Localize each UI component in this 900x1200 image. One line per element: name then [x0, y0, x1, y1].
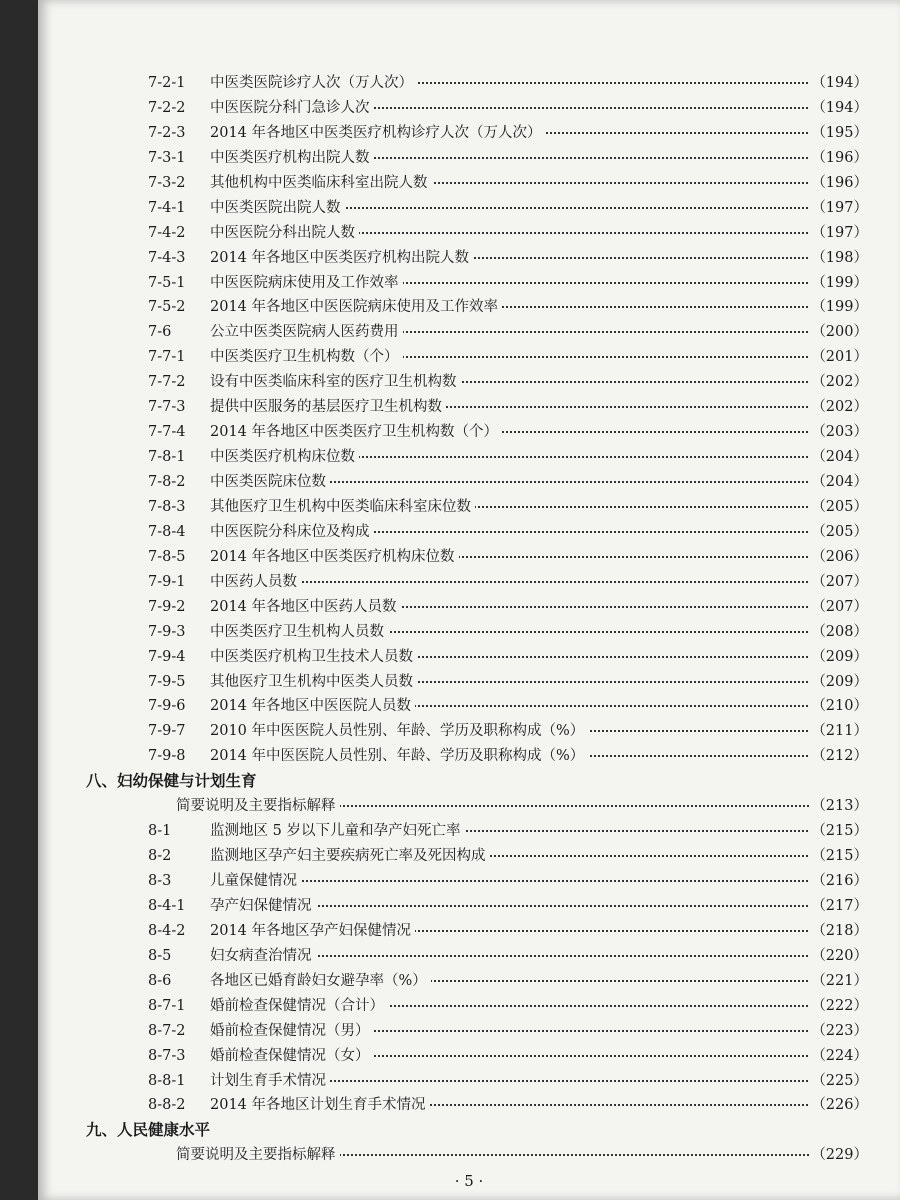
entry-title: 2014 年中医医院人员性别、年龄、学历及职称构成（%）: [210, 744, 588, 769]
entry-title: 中医医院分科床位及构成: [210, 520, 374, 545]
entry-code: 7-4-2: [148, 221, 189, 246]
entry-title: 2014 年各地区中医类医疗机构出院人数: [210, 246, 473, 271]
entry-title: 监测地区孕产妇主要疾病死亡率及死因构成: [210, 844, 490, 869]
entry-title: 其他医疗卫生机构中医类临床科室床位数: [210, 495, 475, 520]
toc-entry[interactable]: [86, 570, 868, 595]
entry-code: 8-4-2: [148, 919, 189, 944]
toc-entry[interactable]: [86, 694, 868, 719]
entry-code: 7-2-1: [148, 71, 189, 96]
section-title: 八、妇幼保健与计划生育: [86, 769, 261, 794]
entry-page-number: （197）: [809, 196, 868, 221]
entry-code: 8-2: [148, 844, 175, 869]
toc-entry[interactable]: [86, 545, 868, 570]
section-heading: [86, 769, 868, 794]
entry-page-number: （217）: [809, 894, 868, 919]
entry-title: 中医药人员数: [210, 570, 301, 595]
entry-code: 8-8-2: [148, 1093, 189, 1118]
entry-code: 7-8-1: [148, 445, 189, 470]
toc-entry[interactable]: [86, 171, 868, 196]
entry-page-number: （207）: [809, 595, 868, 620]
toc-entry[interactable]: [86, 295, 868, 320]
toc-entry[interactable]: [86, 595, 868, 620]
entry-title: 中医类医院出院人数: [210, 196, 345, 221]
entry-title: 简要说明及主要指标解释: [176, 794, 340, 819]
page-number: · 5 ·: [454, 1172, 484, 1190]
entry-code: 7-3-2: [148, 171, 189, 196]
entry-page-number: （204）: [809, 470, 868, 495]
entry-title: 2014 年各地区中医医院人员数: [210, 694, 415, 719]
toc-entry[interactable]: [86, 196, 868, 221]
entry-page-number: （198）: [809, 246, 868, 271]
entry-page-number: （213）: [809, 794, 868, 819]
entry-page-number: （194）: [809, 96, 868, 121]
entry-title: 2014 年各地区中医药人员数: [210, 595, 401, 620]
entry-page-number: （226）: [809, 1093, 868, 1118]
dot-leader: [210, 581, 820, 583]
entry-code: 8-3: [148, 869, 175, 894]
entry-code: 8-7-1: [148, 994, 189, 1019]
toc-entry[interactable]: [86, 919, 868, 944]
section-title: 九、人民健康水平: [86, 1118, 214, 1143]
entry-page-number: （204）: [809, 445, 868, 470]
entry-title: 公立中医类医院病人医药费用: [210, 320, 403, 345]
entry-title: 婚前检查保健情况（男）: [210, 1019, 374, 1044]
table-of-contents: [86, 71, 868, 1168]
entry-title: 中医医院分科门急诊人次: [210, 96, 374, 121]
toc-entry[interactable]: [86, 395, 868, 420]
entry-code: 8-6: [148, 969, 175, 994]
entry-page-number: （211）: [809, 719, 868, 744]
entry-title: 2014 年各地区计划生育手术情况: [210, 1093, 430, 1118]
entry-code: 7-9-1: [148, 570, 189, 595]
entry-page-number: （209）: [809, 670, 868, 695]
entry-page-number: （205）: [809, 520, 868, 545]
toc-entry[interactable]: [86, 1019, 868, 1044]
toc-entry[interactable]: [86, 994, 868, 1019]
toc-entry[interactable]: [86, 420, 868, 445]
entry-title: 婚前检查保健情况（女）: [210, 1044, 374, 1069]
entry-title: 2014 年各地区孕产妇保健情况: [210, 919, 415, 944]
entry-page-number: （205）: [809, 495, 868, 520]
toc-entry[interactable]: [86, 345, 868, 370]
entry-page-number: （194）: [809, 71, 868, 96]
entry-code: 7-9-4: [148, 645, 189, 670]
entry-title: 中医类医疗机构卫生技术人员数: [210, 645, 417, 670]
entry-code: 7-8-5: [148, 545, 189, 570]
dot-leader: [210, 880, 820, 882]
entry-page-number: （200）: [809, 320, 868, 345]
toc-entry[interactable]: [86, 221, 868, 246]
entry-title: 监测地区 5 岁以下儿童和孕产妇死亡率: [210, 819, 464, 844]
entry-title: 中医医院病床使用及工作效率: [210, 271, 403, 296]
toc-entry[interactable]: [86, 969, 868, 994]
entry-title: 提供中医服务的基层医疗卫生机构数: [210, 395, 446, 420]
entry-page-number: （215）: [809, 844, 868, 869]
toc-entry[interactable]: [86, 495, 868, 520]
toc-entry[interactable]: [86, 719, 868, 744]
entry-page-number: （216）: [809, 869, 868, 894]
entry-title: 计划生育手术情况: [210, 1069, 330, 1094]
entry-page-number: （207）: [809, 570, 868, 595]
entry-title: 中医类医疗机构出院人数: [210, 146, 374, 171]
entry-title: 中医类医疗机构床位数: [210, 445, 359, 470]
section-heading: [86, 1118, 868, 1143]
entry-page-number: （220）: [809, 944, 868, 969]
entry-code: 7-8-4: [148, 520, 189, 545]
entry-page-number: （202）: [809, 395, 868, 420]
entry-title: 其他机构中医类临床科室出院人数: [210, 171, 432, 196]
toc-entry[interactable]: [86, 121, 868, 146]
entry-code: 7-8-2: [148, 470, 189, 495]
toc-entry[interactable]: [86, 670, 868, 695]
entry-title: 其他医疗卫生机构中医类人员数: [210, 670, 417, 695]
toc-entry[interactable]: [86, 944, 868, 969]
entry-title: 设有中医类临床科室的医疗卫生机构数: [210, 370, 461, 395]
entry-code: 7-8-3: [148, 495, 189, 520]
entry-code: 7-5-2: [148, 295, 189, 320]
entry-title: 中医类医疗卫生机构人员数: [210, 620, 388, 645]
entry-code: 7-2-3: [148, 121, 189, 146]
entry-page-number: （199）: [809, 271, 868, 296]
entry-title: 中医类医院床位数: [210, 470, 330, 495]
toc-entry[interactable]: [86, 1143, 868, 1168]
entry-page-number: （208）: [809, 620, 868, 645]
toc-entry[interactable]: [86, 1093, 868, 1118]
entry-code: 8-5: [148, 944, 175, 969]
entry-title: 中医医院分科出院人数: [210, 221, 359, 246]
entry-code: 7-9-6: [148, 694, 189, 719]
entry-page-number: （195）: [809, 121, 868, 146]
toc-entry[interactable]: [86, 470, 868, 495]
entry-code: 7-3-1: [148, 146, 189, 171]
entry-page-number: （196）: [809, 146, 868, 171]
entry-page-number: （223）: [809, 1019, 868, 1044]
entry-code: 8-4-1: [148, 894, 189, 919]
entry-code: 7-7-4: [148, 420, 189, 445]
entry-code: 7-9-2: [148, 595, 189, 620]
entry-title: 妇女病查治情况: [210, 944, 316, 969]
entry-title: 2014 年各地区中医类医疗机构诊疗人次（万人次）: [210, 121, 546, 146]
entry-page-number: （229）: [809, 1143, 868, 1168]
entry-code: 7-9-5: [148, 670, 189, 695]
entry-code: 7-5-1: [148, 271, 189, 296]
entry-page-number: （196）: [809, 171, 868, 196]
entry-title: 2014 年各地区中医医院病床使用及工作效率: [210, 295, 502, 320]
entry-page-number: （215）: [809, 819, 868, 844]
entry-code: 8-1: [148, 819, 175, 844]
entry-code: 7-9-3: [148, 620, 189, 645]
entry-page-number: （222）: [809, 994, 868, 1019]
entry-page-number: （210）: [809, 694, 868, 719]
entry-code: 7-2-2: [148, 96, 189, 121]
entry-code: 8-7-3: [148, 1044, 189, 1069]
entry-code: 7-6: [148, 320, 175, 345]
entry-page-number: （212）: [809, 744, 868, 769]
entry-code: 8-8-1: [148, 1069, 189, 1094]
entry-code: 8-7-2: [148, 1019, 189, 1044]
entry-page-number: （206）: [809, 545, 868, 570]
toc-entry[interactable]: [86, 271, 868, 296]
entry-page-number: （201）: [809, 345, 868, 370]
entry-code: 7-9-8: [148, 744, 189, 769]
entry-title: 婚前检查保健情况（合计）: [210, 994, 388, 1019]
toc-entry[interactable]: [86, 445, 868, 470]
entry-page-number: （199）: [809, 295, 868, 320]
toc-entry[interactable]: [86, 320, 868, 345]
toc-entry[interactable]: [86, 894, 868, 919]
toc-entry[interactable]: [86, 869, 868, 894]
entry-code: 7-7-3: [148, 395, 189, 420]
toc-entry[interactable]: [86, 844, 868, 869]
entry-page-number: （197）: [809, 221, 868, 246]
toc-entry[interactable]: [86, 1069, 868, 1094]
entry-title: 孕产妇保健情况: [210, 894, 316, 919]
toc-entry[interactable]: [86, 620, 868, 645]
entry-title: 2010 年中医医院人员性别、年龄、学历及职称构成（%）: [210, 719, 588, 744]
toc-entry[interactable]: [86, 370, 868, 395]
entry-code: 7-7-2: [148, 370, 189, 395]
entry-code: 7-4-3: [148, 246, 189, 271]
entry-title: 儿童保健情况: [210, 869, 301, 894]
toc-entry[interactable]: [86, 794, 868, 819]
entry-title: 各地区已婚育龄妇女避孕率（%）: [210, 969, 431, 994]
entry-page-number: （202）: [809, 370, 868, 395]
entry-page-number: （209）: [809, 645, 868, 670]
toc-entry[interactable]: [86, 520, 868, 545]
entry-code: 7-4-1: [148, 196, 189, 221]
toc-entry[interactable]: [86, 246, 868, 271]
toc-entry[interactable]: [86, 71, 868, 96]
toc-entry[interactable]: [86, 645, 868, 670]
entry-page-number: （224）: [809, 1044, 868, 1069]
entry-title: 2014 年各地区中医类医疗机构床位数: [210, 545, 459, 570]
entry-title: 中医类医院诊疗人次（万人次）: [210, 71, 417, 96]
toc-entry[interactable]: [86, 146, 868, 171]
entry-title: 中医类医疗卫生机构数（个）: [210, 345, 403, 370]
toc-entry[interactable]: [86, 1044, 868, 1069]
entry-page-number: （203）: [809, 420, 868, 445]
toc-entry[interactable]: [86, 819, 868, 844]
entry-page-number: （225）: [809, 1069, 868, 1094]
entry-title: 简要说明及主要指标解释: [176, 1143, 340, 1168]
book-page: [38, 0, 900, 1200]
entry-page-number: （218）: [809, 919, 868, 944]
entry-code: 7-9-7: [148, 719, 189, 744]
entry-title: 2014 年各地区中医类医疗卫生机构数（个）: [210, 420, 502, 445]
toc-entry[interactable]: [86, 96, 868, 121]
entry-page-number: （221）: [809, 969, 868, 994]
toc-entry[interactable]: [86, 744, 868, 769]
entry-code: 7-7-1: [148, 345, 189, 370]
